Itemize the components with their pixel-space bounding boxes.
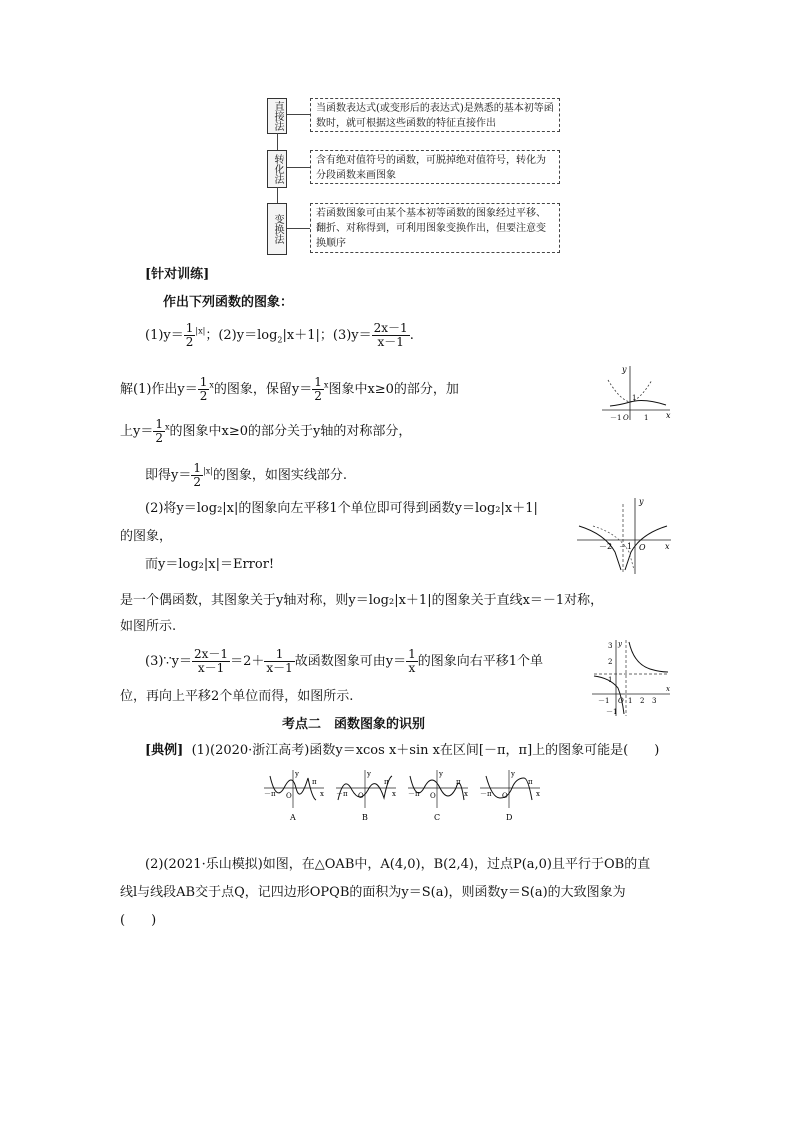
x-label: x	[392, 790, 396, 798]
y-label: y	[295, 770, 299, 778]
axis-y-label: y	[639, 497, 644, 506]
sol2-line5: 如图所示.	[120, 619, 177, 634]
sol2-line3: 而y＝log₂|x|＝Error!	[145, 557, 275, 572]
origin-label: O	[358, 792, 364, 800]
tick-label: 3	[608, 642, 613, 650]
fraction-half: $\frac{1}{2}$	[185, 321, 194, 349]
connector	[287, 228, 310, 229]
sol2-line2: 的图象，	[120, 529, 173, 544]
choice-graph-A	[264, 770, 324, 822]
graph-rational	[590, 636, 672, 718]
pi-label: π	[312, 778, 317, 786]
sol3-line1: (3)∵y＝ $\frac{2x-1}{x-1}$ ＝2＋ $\frac{1}{x-1}$ 故函数图象可由y＝ $\frac{1}{x}$ 的图象向右平移1个单	[145, 647, 544, 675]
neg-pi-label: －π	[336, 790, 348, 798]
pi-label: π	[384, 778, 389, 786]
origin-label: O	[623, 414, 629, 422]
sol1-line3: 即得y＝ $\frac{1}{2}$ $^{|x|}$的图象，如图实线部分.	[145, 461, 348, 489]
axis-y-label: y	[618, 640, 622, 648]
choice-label: B	[362, 813, 368, 822]
axis-x-label: x	[666, 411, 671, 420]
axis-x-label: x	[666, 685, 670, 693]
p3-label: (3)y＝	[332, 328, 372, 343]
sol2-line4: 是一个偶函数，其图象关于y轴对称，则y＝log₂|x＋1|的图象关于直线x＝－1对称，	[120, 593, 604, 608]
tick-label: 2	[608, 658, 613, 666]
tick-label: 1	[608, 676, 613, 684]
x-label: x	[464, 790, 468, 798]
neg-pi-label: －π	[480, 790, 492, 798]
exponent: |x|	[195, 326, 206, 336]
tick-label: －1	[619, 542, 633, 551]
method-desc-3: 若函数图象可由某个基本初等函数的图象经过平移、翻折、对称得到，可利用图象变换作出，但要注意变换顺序	[310, 203, 560, 253]
p3-end: .	[409, 328, 414, 343]
tick-label: 1	[632, 394, 637, 402]
y-label: y	[439, 770, 443, 778]
example-q2-line1: (2)(2021·乐山模拟)如图，在△OAB中，A(4,0)，B(2,4)，过点P(a,0)且平行于OB的直	[145, 857, 651, 872]
choice-label: A	[290, 813, 296, 822]
connector	[287, 167, 310, 168]
sol1-line2: 上y＝ $\frac{1}{2}$ $^x$的图象中x≥0的部分关于y轴的对称部分，	[120, 417, 412, 445]
example-q2-line2: 线l与线段AB交于点Q，记四边形OPQB的面积为y＝S(a)，则函数y＝S(a)的大致图象为	[120, 885, 626, 900]
subscript: 2	[277, 335, 283, 345]
tick-label: －1	[606, 708, 618, 716]
sol2-line1: (2)将y＝log₂|x|的图象向左平移1个单位即可得到函数y＝log₂|x＋1|	[145, 501, 538, 516]
example-q2-line3: ( )	[120, 913, 157, 928]
method-desc-1: 当函数表达式(或变形后的表达式)是熟悉的基本初等函数时，就可根据这些函数的特征直接作出	[310, 98, 560, 132]
method-desc-2: 含有绝对值符号的函数，可脱掉绝对值符号，转化为分段函数来画图象	[310, 150, 560, 184]
sol1-line1: 解(1)作出y＝ $\frac{1}{2}$ $^x$的图象，保留y＝ $\frac{1}{2}$ $^x$图象中x≥0的部分，加	[120, 375, 459, 403]
p1-label: (1)y＝	[145, 328, 184, 343]
problems-line	[145, 322, 414, 350]
tick-label: －2	[599, 542, 613, 551]
method-name-1: 直接法	[267, 98, 287, 134]
origin-label: O	[639, 543, 646, 552]
tick-label: －1	[610, 414, 622, 422]
choice-label: C	[434, 813, 441, 822]
choice-label: D	[506, 813, 513, 822]
connector	[287, 114, 310, 115]
x-label: x	[536, 790, 540, 798]
graph-exp-abs	[600, 362, 672, 422]
fraction-p3: $\frac{2x-1}{x-1}$	[373, 321, 408, 349]
y-label: y	[367, 770, 371, 778]
neg-pi-label: －π	[264, 790, 276, 798]
method-name-3: 变换法	[267, 203, 287, 255]
origin-label: O	[430, 792, 436, 800]
sol3-line2: 位，再向上平移2个单位而得，如图所示.	[120, 689, 354, 704]
y-label: y	[511, 770, 515, 778]
axis-x-label: x	[665, 542, 670, 551]
sep: ；	[205, 328, 219, 343]
tick-label: 1	[644, 414, 649, 422]
origin-label: O	[502, 792, 508, 800]
x-label: x	[320, 790, 324, 798]
choice-graph-C	[408, 770, 468, 822]
choice-graph-B	[336, 770, 396, 822]
axis-y-label: y	[622, 365, 627, 374]
neg-pi-label: －π	[408, 790, 420, 798]
method-name-2: 转化法	[267, 150, 287, 188]
task-text: 作出下列函数的图象：	[163, 295, 294, 310]
training-title: [针对训练]	[145, 267, 210, 282]
graph-log-abs	[575, 494, 673, 576]
tick-label: 1	[628, 697, 633, 705]
connector	[277, 133, 278, 150]
example-q1: [典例] (1)(2020·浙江高考)函数y＝xcos x＋sin x在区间[－π，π]上的图象可能是( )	[145, 743, 660, 758]
p2-tail: |x＋1|；	[282, 328, 333, 343]
pi-label: π	[528, 778, 533, 786]
connector	[277, 187, 278, 203]
tick-label: 2	[640, 697, 645, 705]
pi-label: π	[456, 778, 461, 786]
origin-label: O	[618, 697, 624, 705]
p2-label: (2)y＝log	[218, 328, 278, 343]
section-title: 考点二 函数图象的识别	[282, 717, 426, 732]
tick-label: 3	[652, 697, 657, 705]
choice-graph-D	[480, 770, 540, 822]
choice-graphs	[262, 768, 542, 824]
tick-label: －1	[598, 697, 610, 705]
origin-label: O	[286, 792, 292, 800]
